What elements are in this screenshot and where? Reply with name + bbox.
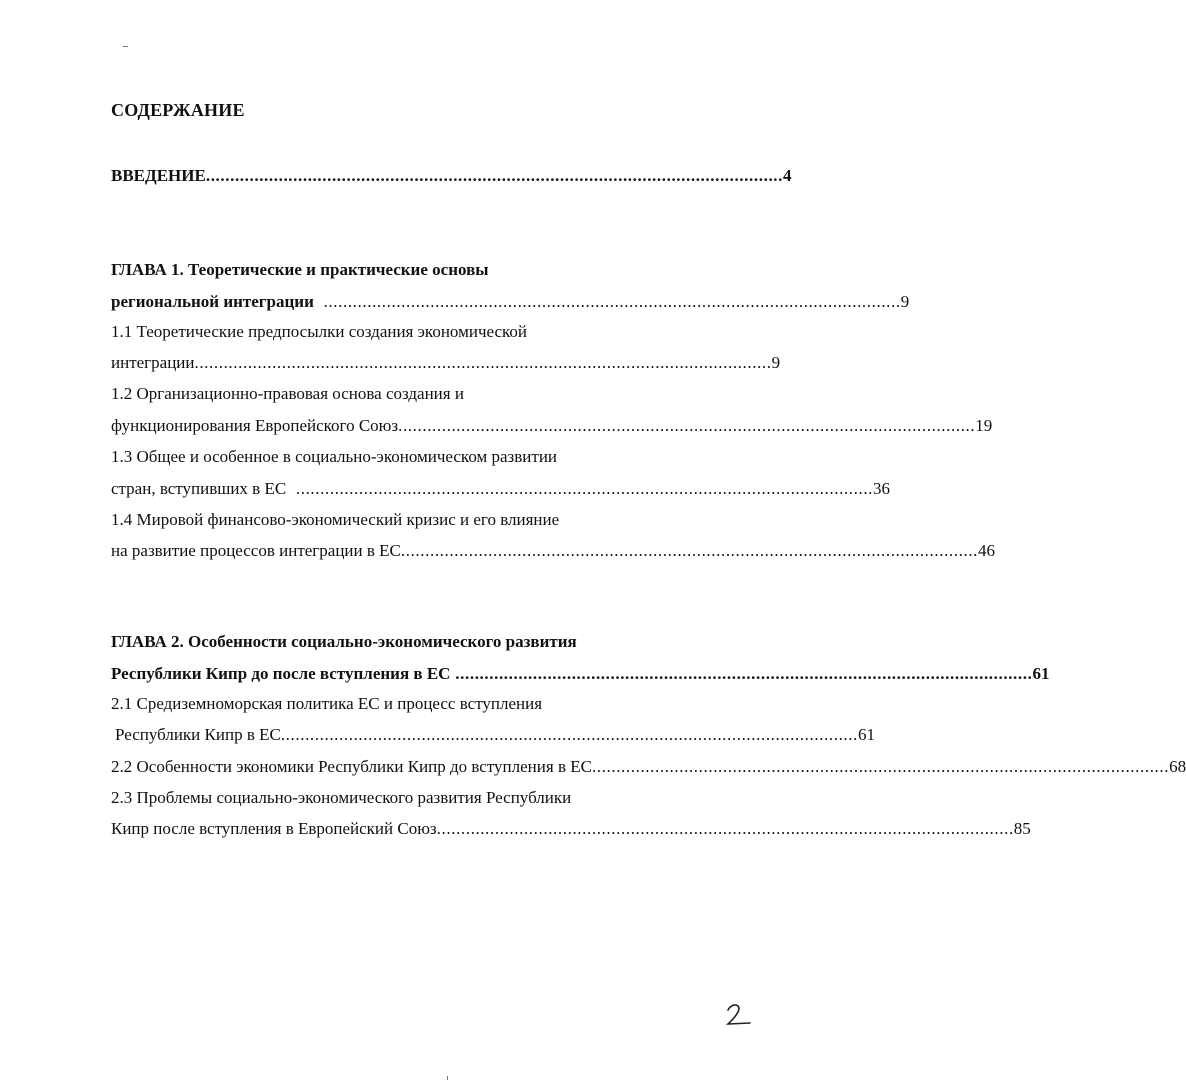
toc-section-2-3-title: 2.3 Проблемы социально-экономического развития Республики (111, 788, 572, 807)
scan-speck (123, 46, 128, 47)
toc-leader-dots: ....................................................................................................................... (436, 819, 1014, 838)
toc-leader-dots: ....................................................................................................................... (398, 416, 976, 435)
toc-section-2-2-entry (111, 755, 1186, 779)
toc-section-1-4-title: 1.4 Мировой финансово-экономический кризис и его влияние (111, 510, 560, 529)
toc-leader-dots: ....................................................................................................................... (280, 725, 858, 744)
toc-leader-dots: ....................................................................................................................... (400, 541, 979, 560)
toc-entry-title: Республики Кипр в ЕС (115, 725, 281, 744)
toc-section-1-4-entry (111, 539, 996, 563)
toc-entry-intro (111, 164, 792, 188)
toc-section-1-1-title: 1.1 Теоретические предпосылки создания экономической (111, 322, 528, 341)
toc-entry-page: 61 (857, 725, 875, 744)
handwritten-page-number (722, 1000, 762, 1030)
toc-section-2-1-title: 2.1 Средиземноморская политика ЕС и процесс вступления (111, 694, 543, 713)
page-title: СОДЕРЖАНИЕ (111, 100, 245, 120)
toc-entry-title: Кипр после вступления в Европейский Союз (111, 819, 437, 838)
toc-leader-dots: ....................................................................................................................... (286, 479, 874, 498)
toc-leader-dots: ....................................................................................................................... (450, 664, 1033, 683)
toc-chapter-2-entry (111, 662, 1050, 686)
toc-leader-dots: ....................................................................................................................... (313, 292, 901, 311)
toc-section-2-1-entry (111, 723, 875, 747)
toc-leader-dots: ....................................................................................................................... (205, 166, 783, 185)
toc-section-1-2-title: 1.2 Организационно-правовая основа создания и (111, 384, 464, 403)
toc-section-1-1-entry (111, 351, 781, 375)
toc-chapter-1-title: ГЛАВА 1. Теоретические и практические основы (111, 260, 489, 279)
toc-entry-title: 2.2 Особенности экономики Республики Кипр до вступления в ЕС (111, 757, 592, 776)
toc-section-1-2-entry (111, 414, 993, 438)
toc-leader-dots: ....................................................................................................................... (194, 353, 772, 372)
toc-entry-title: на развитие процессов интеграции в ЕС (111, 541, 401, 560)
toc-entry-title: интеграции (111, 353, 195, 372)
toc-chapter-2-title: ГЛАВА 2. Особенности социально-экономического развития (111, 632, 577, 651)
toc-entry-page: 4 (783, 166, 792, 185)
scan-speck (447, 1076, 448, 1080)
toc-entry-page: 9 (771, 353, 781, 372)
toc-entry-title: региональной интеграции (111, 292, 314, 311)
toc-leader-dots: ....................................................................................................................... (591, 757, 1170, 776)
toc-section-2-3-entry (111, 817, 1031, 841)
toc-section-1-3-title: 1.3 Общее и особенное в социально-экономическом развитии (111, 447, 558, 466)
toc-chapter-1-entry (111, 290, 910, 314)
toc-entry-title: стран, вступивших в ЕС (111, 479, 287, 498)
toc-entry-page: 19 (975, 416, 993, 435)
toc-entry-title: Республики Кипр до после вступления в ЕС (111, 664, 451, 683)
toc-section-1-3-entry (111, 477, 891, 501)
toc-entry-title: ВВЕДЕНИЕ (111, 166, 206, 185)
toc-entry-page: 85 (1013, 819, 1031, 838)
toc-entry-title: функционирования Европейского Союз (111, 416, 399, 435)
toc-entry-page: 46 (978, 541, 996, 560)
toc-entry-page: 36 (873, 479, 891, 498)
toc-entry-page: 68 (1169, 757, 1186, 776)
toc-entry-page: 61 (1032, 664, 1050, 683)
toc-entry-page: 9 (900, 292, 910, 311)
